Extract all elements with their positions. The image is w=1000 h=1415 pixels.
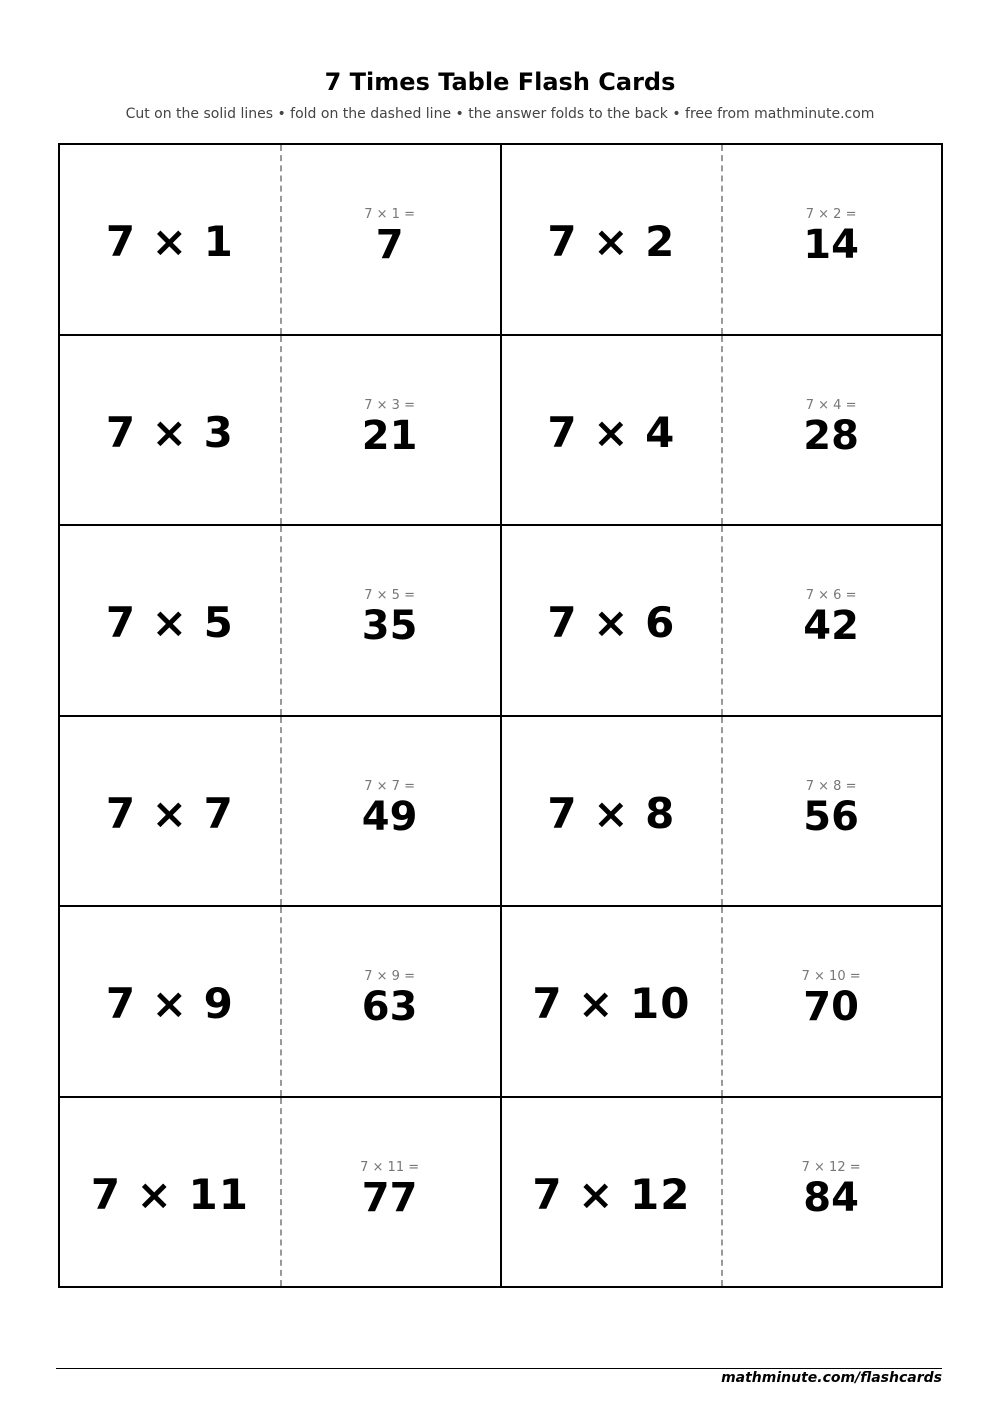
- flash-card: [60, 145, 502, 336]
- card-front: [502, 336, 722, 525]
- card-answer: 7: [375, 222, 404, 269]
- card-front: [60, 907, 280, 1096]
- fold-line: [721, 336, 723, 525]
- card-answer: 56: [803, 793, 859, 840]
- flash-card: [60, 907, 502, 1098]
- card-back: [721, 526, 941, 715]
- flash-card: [60, 717, 502, 908]
- card-hint: 7 × 3 =: [364, 397, 415, 413]
- card-hint: 7 × 4 =: [805, 397, 857, 413]
- fold-line: [280, 526, 282, 715]
- card-front: [60, 145, 280, 334]
- card-question: 7 × 3: [105, 407, 234, 457]
- flash-card: [60, 1098, 502, 1289]
- flash-card: [502, 1098, 944, 1289]
- flash-card: [60, 526, 502, 717]
- fold-line: [280, 145, 282, 334]
- flash-card: [502, 907, 944, 1098]
- card-front: [502, 1098, 722, 1287]
- card-back: [280, 336, 500, 525]
- card-answer: 77: [361, 1174, 418, 1221]
- fold-line: [721, 145, 723, 334]
- card-question: 7 × 5: [105, 598, 234, 648]
- card-front: [60, 717, 280, 906]
- card-hint: 7 × 5 =: [364, 588, 415, 604]
- flash-card: [502, 526, 944, 717]
- fold-line: [280, 336, 282, 525]
- card-question: 7 × 6: [547, 598, 676, 648]
- card-back: [280, 526, 500, 715]
- card-front: [60, 1098, 280, 1287]
- card-front: [502, 717, 722, 906]
- card-hint: 7 × 9 =: [364, 969, 415, 985]
- card-hint: 7 × 2 =: [805, 207, 857, 223]
- card-answer: 28: [803, 412, 859, 459]
- card-back: [280, 1098, 500, 1287]
- footer-url: mathminute.com/flashcards: [721, 1370, 942, 1386]
- card-hint: 7 × 11 =: [360, 1159, 420, 1175]
- card-front: [502, 145, 722, 334]
- card-back: [280, 907, 500, 1096]
- card-back: [721, 1098, 941, 1287]
- fold-line: [280, 717, 282, 906]
- page-subtitle: Cut on the solid lines • fold on the dashed line • the answer folds to the back • free from mathminute.com: [125, 106, 875, 122]
- card-question: 7 × 1: [105, 217, 234, 267]
- card-hint: 7 × 10 =: [801, 969, 861, 985]
- card-back: [721, 145, 941, 334]
- card-question: 7 × 12: [532, 1169, 691, 1219]
- flash-card-grid: [58, 143, 943, 1288]
- flash-card: [502, 336, 944, 527]
- card-question: 7 × 10: [532, 979, 691, 1029]
- card-back: [721, 717, 941, 906]
- card-back: [280, 145, 500, 334]
- card-front: [502, 907, 722, 1096]
- fold-line: [721, 907, 723, 1096]
- card-question: 7 × 8: [547, 788, 676, 838]
- card-front: [502, 526, 722, 715]
- card-question: 7 × 9: [105, 979, 234, 1029]
- card-back: [721, 336, 941, 525]
- card-answer: 14: [803, 222, 859, 269]
- card-answer: 35: [361, 603, 418, 650]
- card-question: 7 × 4: [547, 407, 676, 457]
- card-hint: 7 × 1 =: [364, 207, 415, 223]
- fold-line: [721, 1098, 723, 1287]
- card-answer: 42: [803, 603, 859, 650]
- card-answer: 84: [803, 1174, 859, 1221]
- card-hint: 7 × 12 =: [801, 1159, 861, 1175]
- card-answer: 70: [803, 984, 859, 1031]
- card-back: [721, 907, 941, 1096]
- fold-line: [280, 1098, 282, 1287]
- page-title: 7 Times Table Flash Cards: [324, 68, 676, 96]
- flash-card: [60, 336, 502, 527]
- card-question: 7 × 7: [105, 788, 234, 838]
- card-hint: 7 × 8 =: [805, 778, 857, 794]
- card-question: 7 × 2: [547, 217, 676, 267]
- card-front: [60, 336, 280, 525]
- fold-line: [280, 907, 282, 1096]
- flash-card: [502, 145, 944, 336]
- card-answer: 49: [361, 793, 418, 840]
- card-answer: 21: [361, 412, 418, 459]
- card-front: [60, 526, 280, 715]
- flash-card: [502, 717, 944, 908]
- fold-line: [721, 717, 723, 906]
- card-answer: 63: [361, 984, 418, 1031]
- card-back: [280, 717, 500, 906]
- card-hint: 7 × 7 =: [364, 778, 415, 794]
- card-hint: 7 × 6 =: [805, 588, 857, 604]
- fold-line: [721, 526, 723, 715]
- card-question: 7 × 11: [90, 1169, 249, 1219]
